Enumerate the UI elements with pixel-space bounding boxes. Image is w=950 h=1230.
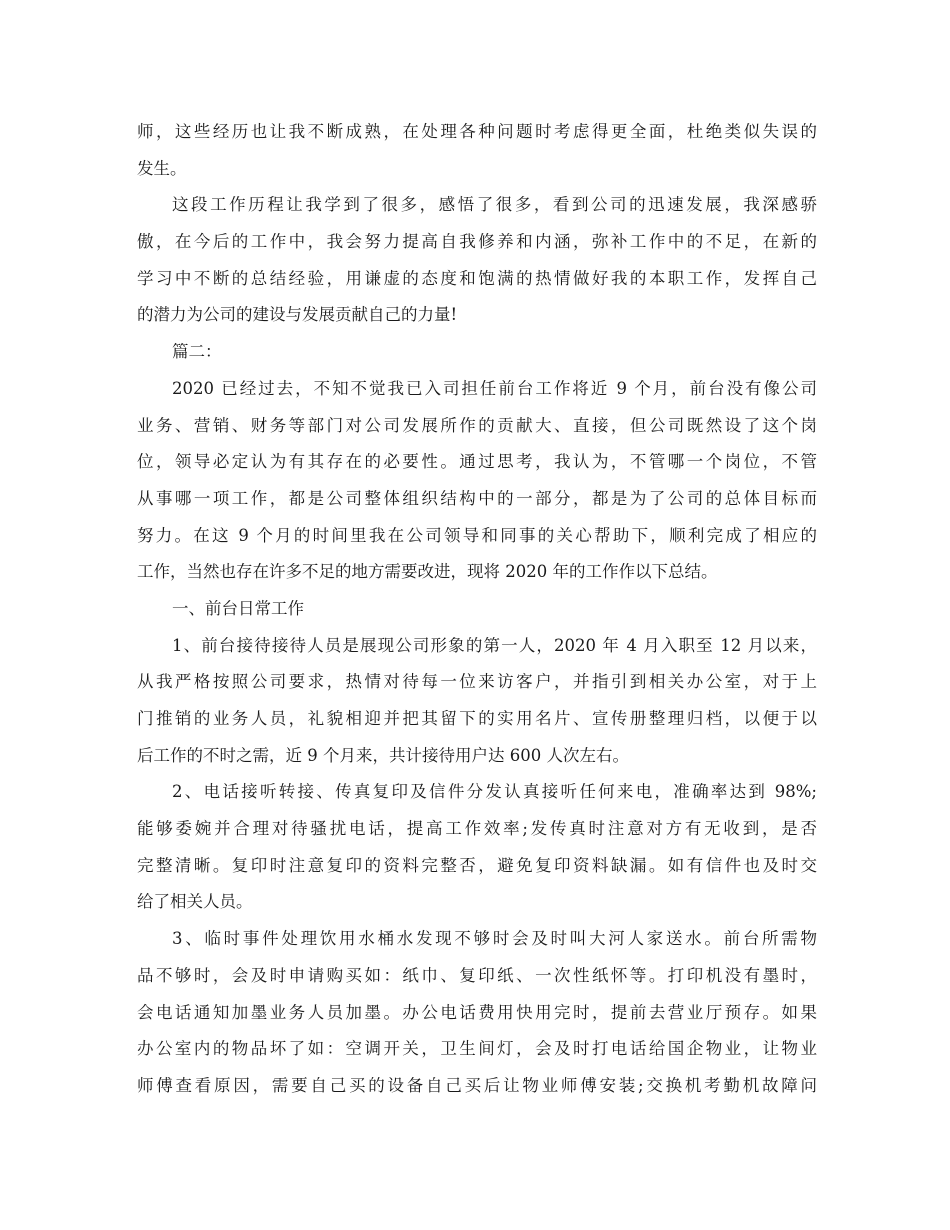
text-line: 从事哪一项工作，都是公司整体组织结构中的一部分，都是为了公司的总体目标而 xyxy=(137,488,817,508)
text-line: 一、前台日常工作 xyxy=(172,598,304,618)
text-line: 傲，在今后的工作中，我会努力提高自我修养和内涵，弥补工作中的不足，在新的 xyxy=(137,232,817,252)
text-line: 业务、营销、财务等部门对公司发展所作的贡献大、直接，但公司既然设了这个岗 xyxy=(137,415,817,435)
text-line: 给了相关人员。 xyxy=(137,892,253,912)
text-line: 工作，当然也存在许多不足的地方需要改进，现将 2020 年的工作作以下总结。 xyxy=(137,562,718,582)
text-line: 会电话通知加墨业务人员加墨。办公电话费用快用完时，提前去营业厅预存。如果 xyxy=(137,1002,817,1022)
text-line: 师，这些经历也让我不断成熟，在处理各种问题时考虑得更全面，杜绝类似失误的 xyxy=(137,122,817,141)
text-line: 2、电话接听转接、传真复印及信件分发认真接听任何来电，准确率达到 98%; xyxy=(172,782,817,802)
text-line: 的潜力为公司的建设与发展贡献自己的力量! xyxy=(137,305,458,325)
text-line: 办公室内的物品坏了如：空调开关，卫生间灯，会及时打电话给国企物业，让物业 xyxy=(137,1039,817,1059)
text-line: 后工作的不时之需，近 9 个月来，共计接待用户达 600 人次左右。 xyxy=(137,745,629,765)
text-line: 师傅查看原因，需要自己买的设备自己买后让物业师傅安装;交换机考勤机故障问 xyxy=(137,1075,817,1095)
text-line: 3、临时事件处理饮用水桶水发现不够时会及时叫大河人家送水。前台所需物 xyxy=(172,929,817,949)
text-line: 努力。在这 9 个月的时间里我在公司领导和同事的关心帮助下，顺利完成了相应的 xyxy=(137,525,817,545)
text-line: 门推销的业务人员，礼貌相迎并把其留下的实用名片、宣传册整理归档，以便于以 xyxy=(137,709,817,728)
text-line: 篇二： xyxy=(172,342,222,362)
text-line: 1、前台接待接待人员是展现公司形象的第一人，2020 年 4 月入职至 12 月以来， xyxy=(172,635,817,655)
text-line: 发生。 xyxy=(137,158,187,178)
text-line: 这段工作历程让我学到了很多，感悟了很多，看到公司的迅速发展，我深感骄 xyxy=(172,195,817,215)
text-line: 品不够时，会及时申请购买如：纸巾、复印纸、一次性纸怀等。打印机没有墨时， xyxy=(137,965,817,985)
text-line: 从我严格按照公司要求，热情对待每一位来访客户，并指引到相关办公室，对于上 xyxy=(137,672,817,692)
text-line: 位，领导必定认为有其存在的必要性。通过思考，我认为，不管哪一个岗位，不管 xyxy=(137,452,817,472)
text-line: 完整清晰。复印时注意复印的资料完整否，避免复印资料缺漏。如有信件也及时交 xyxy=(137,855,817,875)
text-line: 2020 已经过去，不知不觉我已入司担任前台工作将近 9 个月，前台没有像公司 xyxy=(172,378,817,398)
text-line: 能够委婉并合理对待骚扰电话，提高工作效率;发传真时注意对方有无收到，是否 xyxy=(137,819,817,839)
document-body xyxy=(137,114,817,1105)
text-line: 学习中不断的总结经验，用谦虚的态度和饱满的热情做好我的本职工作，发挥自己 xyxy=(137,268,817,288)
